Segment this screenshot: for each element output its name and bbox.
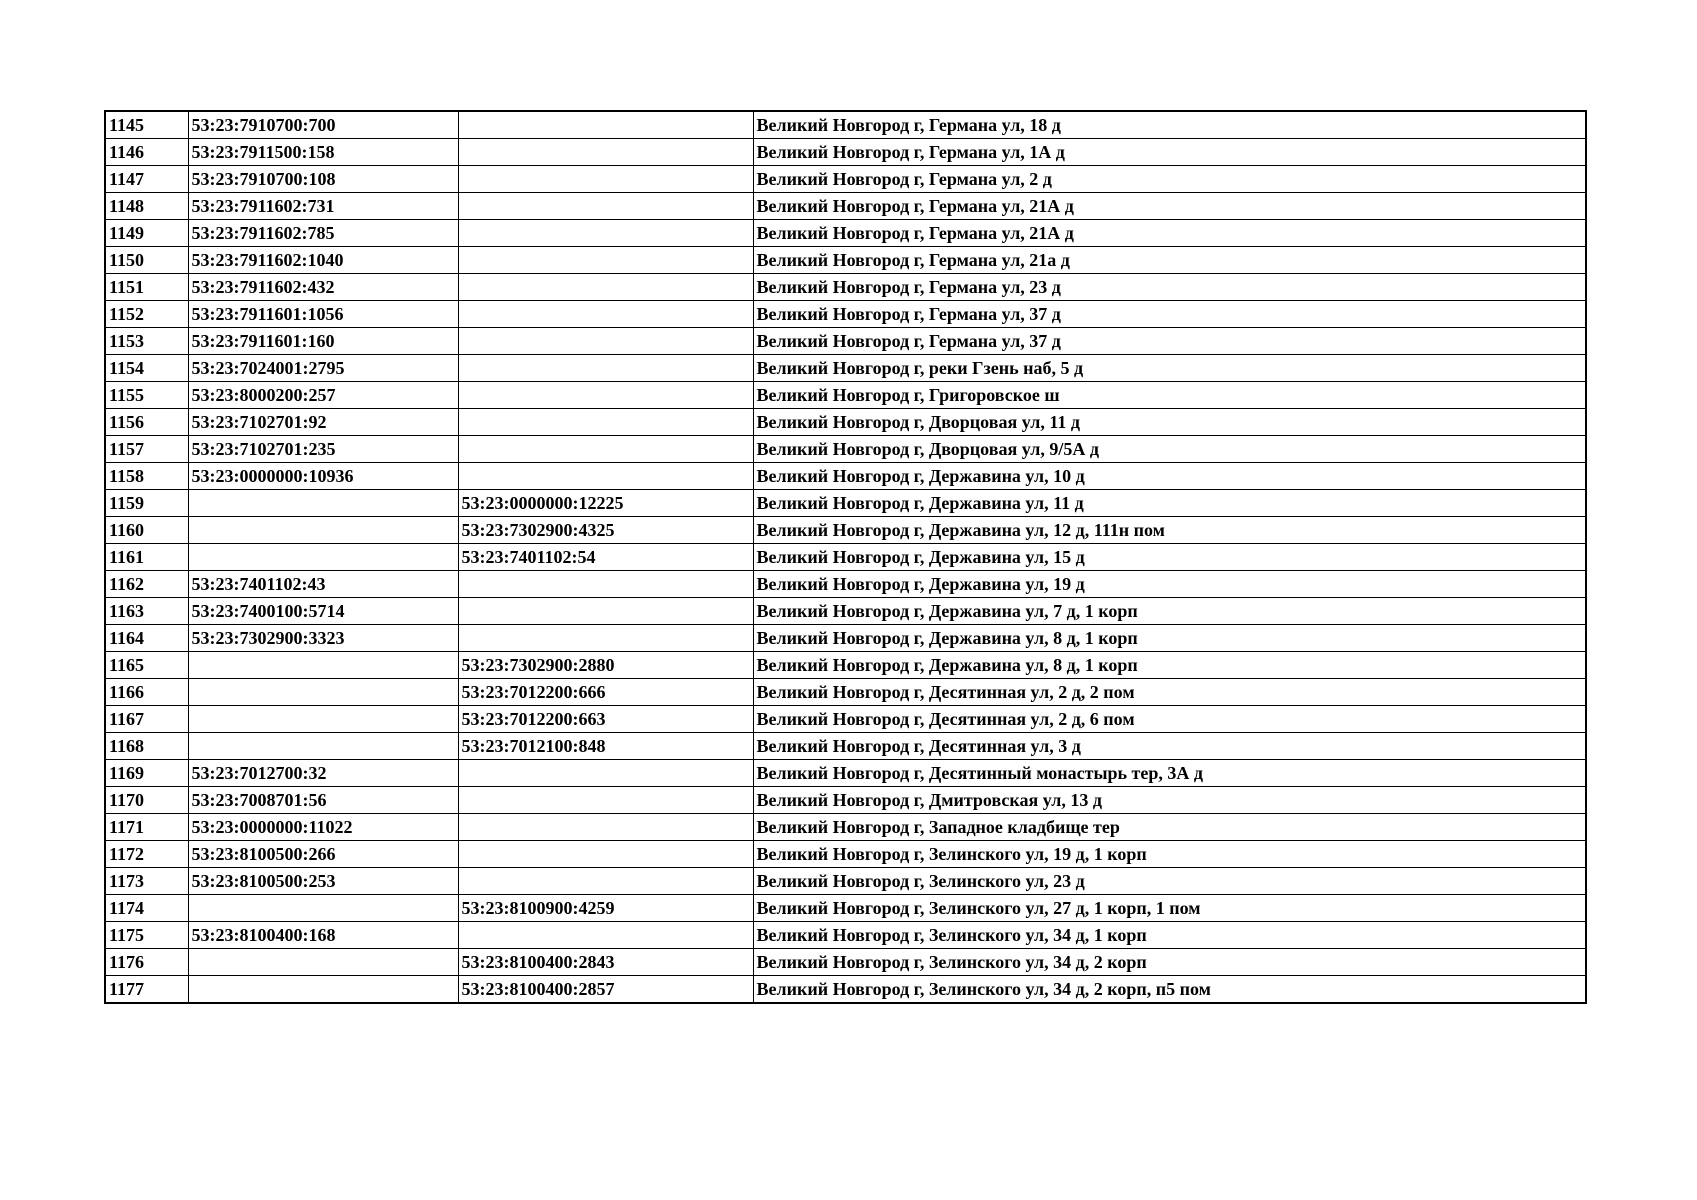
object-cadastral-number-cell xyxy=(458,868,753,895)
cadastral-number-cell xyxy=(188,490,458,517)
object-cadastral-number-cell: 53:23:7302900:4325 xyxy=(458,517,753,544)
address-cell: Великий Новгород г, Десятинная ул, 3 д xyxy=(753,733,1586,760)
address-cell: Великий Новгород г, Германа ул, 21А д xyxy=(753,193,1586,220)
table-row xyxy=(105,733,1586,760)
table-body xyxy=(105,111,1586,1003)
object-cadastral-number-cell: 53:23:0000000:12225 xyxy=(458,490,753,517)
cadastral-number-cell: 53:23:7910700:700 xyxy=(188,111,458,139)
address-cell: Великий Новгород г, Державина ул, 15 д xyxy=(753,544,1586,571)
object-cadastral-number-cell xyxy=(458,139,753,166)
address-cell: Великий Новгород г, Зелинского ул, 34 д, 2 корп, п5 пом xyxy=(753,976,1586,1004)
table-row xyxy=(105,760,1586,787)
object-cadastral-number-cell xyxy=(458,787,753,814)
row-number-cell: 1147 xyxy=(105,166,188,193)
row-number-cell: 1150 xyxy=(105,247,188,274)
cadastral-number-cell xyxy=(188,949,458,976)
row-number-cell: 1157 xyxy=(105,436,188,463)
object-cadastral-number-cell xyxy=(458,463,753,490)
address-cell: Великий Новгород г, Германа ул, 18 д xyxy=(753,111,1586,139)
address-cell: Великий Новгород г, Державина ул, 8 д, 1 корп xyxy=(753,625,1586,652)
object-cadastral-number-cell xyxy=(458,922,753,949)
address-cell: Великий Новгород г, Зелинского ул, 27 д, 1 корп, 1 пом xyxy=(753,895,1586,922)
object-cadastral-number-cell: 53:23:7401102:54 xyxy=(458,544,753,571)
table-row xyxy=(105,139,1586,166)
row-number-cell: 1176 xyxy=(105,949,188,976)
cadastral-number-cell: 53:23:7401102:43 xyxy=(188,571,458,598)
object-cadastral-number-cell xyxy=(458,247,753,274)
table-row xyxy=(105,301,1586,328)
object-cadastral-number-cell: 53:23:7302900:2880 xyxy=(458,652,753,679)
cadastral-number-cell xyxy=(188,517,458,544)
table-row xyxy=(105,247,1586,274)
table-row xyxy=(105,976,1586,1004)
object-cadastral-number-cell xyxy=(458,111,753,139)
cadastral-number-cell: 53:23:7102701:235 xyxy=(188,436,458,463)
address-cell: Великий Новгород г, Державина ул, 10 д xyxy=(753,463,1586,490)
object-cadastral-number-cell xyxy=(458,625,753,652)
row-number-cell: 1169 xyxy=(105,760,188,787)
object-cadastral-number-cell xyxy=(458,328,753,355)
table-row xyxy=(105,409,1586,436)
row-number-cell: 1154 xyxy=(105,355,188,382)
table-row xyxy=(105,382,1586,409)
cadastral-number-cell: 53:23:7911601:160 xyxy=(188,328,458,355)
table-row xyxy=(105,544,1586,571)
address-cell: Великий Новгород г, Западное кладбище тер xyxy=(753,814,1586,841)
row-number-cell: 1167 xyxy=(105,706,188,733)
cadastral-number-cell: 53:23:7024001:2795 xyxy=(188,355,458,382)
row-number-cell: 1149 xyxy=(105,220,188,247)
cadastral-number-cell xyxy=(188,544,458,571)
row-number-cell: 1153 xyxy=(105,328,188,355)
address-cell: Великий Новгород г, Десятинная ул, 2 д, 6 пом xyxy=(753,706,1586,733)
row-number-cell: 1163 xyxy=(105,598,188,625)
table-row xyxy=(105,463,1586,490)
row-number-cell: 1152 xyxy=(105,301,188,328)
cadastral-number-cell xyxy=(188,733,458,760)
object-cadastral-number-cell: 53:23:7012200:666 xyxy=(458,679,753,706)
table-row xyxy=(105,166,1586,193)
address-cell: Великий Новгород г, Дворцовая ул, 11 д xyxy=(753,409,1586,436)
object-cadastral-number-cell xyxy=(458,760,753,787)
table-row xyxy=(105,571,1586,598)
object-cadastral-number-cell xyxy=(458,382,753,409)
cadastral-number-cell: 53:23:0000000:10936 xyxy=(188,463,458,490)
row-number-cell: 1172 xyxy=(105,841,188,868)
table-row xyxy=(105,355,1586,382)
object-cadastral-number-cell: 53:23:7012200:663 xyxy=(458,706,753,733)
object-cadastral-number-cell xyxy=(458,571,753,598)
address-cell: Великий Новгород г, Зелинского ул, 34 д, 1 корп xyxy=(753,922,1586,949)
cadastral-number-cell: 53:23:7911602:731 xyxy=(188,193,458,220)
row-number-cell: 1175 xyxy=(105,922,188,949)
object-cadastral-number-cell xyxy=(458,814,753,841)
cadastral-number-cell: 53:23:7400100:5714 xyxy=(188,598,458,625)
address-cell: Великий Новгород г, реки Гзень наб, 5 д xyxy=(753,355,1586,382)
row-number-cell: 1161 xyxy=(105,544,188,571)
row-number-cell: 1177 xyxy=(105,976,188,1004)
object-cadastral-number-cell xyxy=(458,409,753,436)
cadastral-number-cell xyxy=(188,895,458,922)
table-row xyxy=(105,949,1586,976)
table-row xyxy=(105,517,1586,544)
table-row xyxy=(105,274,1586,301)
object-cadastral-number-cell xyxy=(458,301,753,328)
row-number-cell: 1165 xyxy=(105,652,188,679)
address-cell: Великий Новгород г, Григоровское ш xyxy=(753,382,1586,409)
address-cell: Великий Новгород г, Зелинского ул, 19 д, 1 корп xyxy=(753,841,1586,868)
address-cell: Великий Новгород г, Германа ул, 37 д xyxy=(753,301,1586,328)
row-number-cell: 1160 xyxy=(105,517,188,544)
table-row xyxy=(105,814,1586,841)
object-cadastral-number-cell xyxy=(458,436,753,463)
cadastral-registry-table xyxy=(104,110,1587,1004)
cadastral-number-cell: 53:23:7102701:92 xyxy=(188,409,458,436)
table-row xyxy=(105,625,1586,652)
address-cell: Великий Новгород г, Зелинского ул, 23 д xyxy=(753,868,1586,895)
row-number-cell: 1162 xyxy=(105,571,188,598)
address-cell: Великий Новгород г, Дворцовая ул, 9/5А д xyxy=(753,436,1586,463)
table-row xyxy=(105,787,1586,814)
address-cell: Великий Новгород г, Германа ул, 23 д xyxy=(753,274,1586,301)
cadastral-number-cell xyxy=(188,976,458,1004)
address-cell: Великий Новгород г, Германа ул, 2 д xyxy=(753,166,1586,193)
object-cadastral-number-cell xyxy=(458,193,753,220)
address-cell: Великий Новгород г, Державина ул, 7 д, 1 корп xyxy=(753,598,1586,625)
cadastral-number-cell: 53:23:8000200:257 xyxy=(188,382,458,409)
cadastral-number-cell: 53:23:8100400:168 xyxy=(188,922,458,949)
table-row xyxy=(105,841,1586,868)
table-row xyxy=(105,706,1586,733)
address-cell: Великий Новгород г, Дмитровская ул, 13 д xyxy=(753,787,1586,814)
row-number-cell: 1166 xyxy=(105,679,188,706)
row-number-cell: 1173 xyxy=(105,868,188,895)
row-number-cell: 1170 xyxy=(105,787,188,814)
object-cadastral-number-cell: 53:23:8100400:2843 xyxy=(458,949,753,976)
address-cell: Великий Новгород г, Германа ул, 21А д xyxy=(753,220,1586,247)
row-number-cell: 1171 xyxy=(105,814,188,841)
row-number-cell: 1168 xyxy=(105,733,188,760)
row-number-cell: 1146 xyxy=(105,139,188,166)
table-row xyxy=(105,436,1586,463)
row-number-cell: 1158 xyxy=(105,463,188,490)
table-row xyxy=(105,193,1586,220)
row-number-cell: 1155 xyxy=(105,382,188,409)
table-row xyxy=(105,895,1586,922)
cadastral-number-cell: 53:23:8100500:266 xyxy=(188,841,458,868)
row-number-cell: 1151 xyxy=(105,274,188,301)
object-cadastral-number-cell xyxy=(458,166,753,193)
cadastral-number-cell: 53:23:0000000:11022 xyxy=(188,814,458,841)
object-cadastral-number-cell: 53:23:8100400:2857 xyxy=(458,976,753,1004)
cadastral-number-cell: 53:23:7911602:432 xyxy=(188,274,458,301)
address-cell: Великий Новгород г, Державина ул, 19 д xyxy=(753,571,1586,598)
address-cell: Великий Новгород г, Державина ул, 12 д, 111н пом xyxy=(753,517,1586,544)
address-cell: Великий Новгород г, Германа ул, 1А д xyxy=(753,139,1586,166)
table-row xyxy=(105,922,1586,949)
cadastral-number-cell: 53:23:8100500:253 xyxy=(188,868,458,895)
cadastral-number-cell: 53:23:7911602:785 xyxy=(188,220,458,247)
table-row xyxy=(105,328,1586,355)
table-row xyxy=(105,490,1586,517)
row-number-cell: 1156 xyxy=(105,409,188,436)
address-cell: Великий Новгород г, Державина ул, 11 д xyxy=(753,490,1586,517)
row-number-cell: 1164 xyxy=(105,625,188,652)
cadastral-number-cell xyxy=(188,679,458,706)
table-row xyxy=(105,598,1586,625)
cadastral-number-cell: 53:23:7012700:32 xyxy=(188,760,458,787)
object-cadastral-number-cell xyxy=(458,841,753,868)
cadastral-number-cell: 53:23:7910700:108 xyxy=(188,166,458,193)
row-number-cell: 1159 xyxy=(105,490,188,517)
table-row xyxy=(105,679,1586,706)
object-cadastral-number-cell xyxy=(458,220,753,247)
row-number-cell: 1174 xyxy=(105,895,188,922)
cadastral-number-cell: 53:23:7008701:56 xyxy=(188,787,458,814)
address-cell: Великий Новгород г, Десятинный монастырь тер, 3А д xyxy=(753,760,1586,787)
object-cadastral-number-cell xyxy=(458,274,753,301)
address-cell: Великий Новгород г, Германа ул, 21а д xyxy=(753,247,1586,274)
object-cadastral-number-cell: 53:23:8100900:4259 xyxy=(458,895,753,922)
table-row xyxy=(105,111,1586,139)
address-cell: Великий Новгород г, Десятинная ул, 2 д, 2 пом xyxy=(753,679,1586,706)
cadastral-number-cell: 53:23:7302900:3323 xyxy=(188,625,458,652)
cadastral-number-cell: 53:23:7911500:158 xyxy=(188,139,458,166)
address-cell: Великий Новгород г, Германа ул, 37 д xyxy=(753,328,1586,355)
cadastral-number-cell: 53:23:7911602:1040 xyxy=(188,247,458,274)
row-number-cell: 1148 xyxy=(105,193,188,220)
object-cadastral-number-cell xyxy=(458,355,753,382)
table-row xyxy=(105,220,1586,247)
object-cadastral-number-cell xyxy=(458,598,753,625)
object-cadastral-number-cell: 53:23:7012100:848 xyxy=(458,733,753,760)
cadastral-number-cell xyxy=(188,706,458,733)
row-number-cell: 1145 xyxy=(105,111,188,139)
address-cell: Великий Новгород г, Зелинского ул, 34 д, 2 корп xyxy=(753,949,1586,976)
table-row xyxy=(105,868,1586,895)
address-cell: Великий Новгород г, Державина ул, 8 д, 1 корп xyxy=(753,652,1586,679)
table-row xyxy=(105,652,1586,679)
cadastral-number-cell: 53:23:7911601:1056 xyxy=(188,301,458,328)
cadastral-number-cell xyxy=(188,652,458,679)
